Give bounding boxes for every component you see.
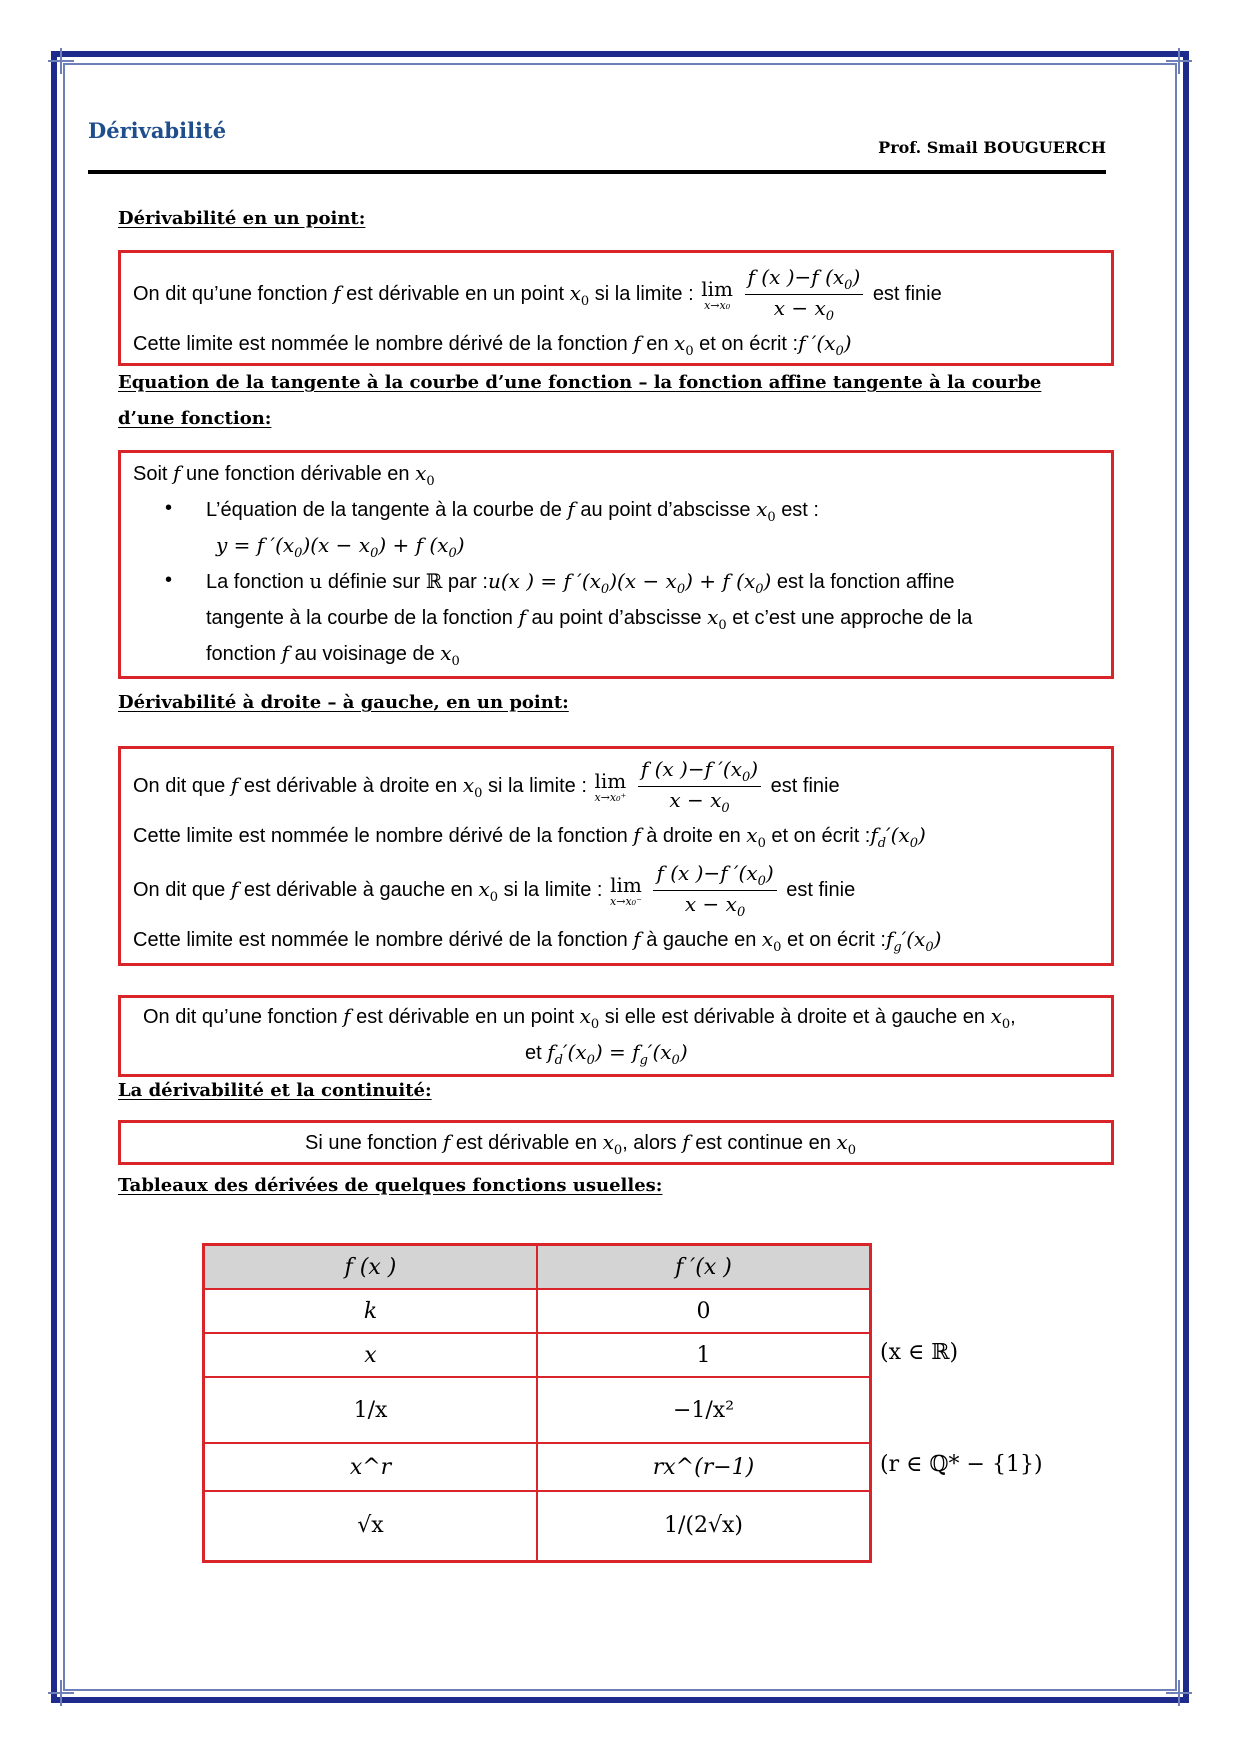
heading-derivability-point: Dérivabilité en un point: [118, 208, 366, 229]
column-header-function: f (x ) [204, 1245, 538, 1290]
heading-left-right-derivability: Dérivabilité à droite – à gauche, en un point: [118, 692, 569, 713]
tangent-equation: y = f $'(x_0)(x - x_0) + f$ $(x_0)$ [216, 533, 465, 561]
definition-line: Cette limite est nommée le nombre dérivé de la fonction f en $x_0$ et on écrit :f $'(x_0)$ [133, 331, 852, 359]
limit-expression: lim x→x₀ [701, 276, 733, 312]
table-row [204, 1333, 871, 1377]
condition-r-rational: (r ∈ ℚ* − {1}) [880, 1452, 1043, 1477]
definition-box-derivability [118, 250, 1114, 366]
function-cell: √x [204, 1491, 538, 1561]
corner-ornament [1166, 1680, 1192, 1706]
column-header-derivative: f ′(x ) [537, 1245, 871, 1290]
derivatives-table [202, 1243, 872, 1563]
definition-box-one-sided [118, 746, 1114, 966]
table-row [204, 1443, 871, 1491]
theorem-line: On dit qu’une fonction f est dérivable en un point $x_0$ si elle est dérivable à droite et à gauche en $x_0$, [143, 1004, 1016, 1032]
heading-tangent-line-cont: d’une fonction: [118, 408, 272, 429]
derivative-cell: 1/(2√x) [537, 1491, 871, 1561]
author: Prof. Smail BOUGUERCH [878, 138, 1106, 157]
definition-line: fonction f au voisinage de $x_0$ [206, 641, 460, 669]
bullet-icon: • [165, 569, 173, 591]
definition-line: tangente à la courbe de la fonction f au point d’abscisse $x_0$ et c’est une approche de la [206, 605, 973, 633]
difference-quotient: $\frac{f (x )-f '(x_0)}{x - x_0}$ [653, 861, 776, 920]
definition-line: Cette limite est nommée le nombre dérivé de la fonction f à gauche en $x_0$ et on écrit $:f_g'(x_0)$ [133, 927, 942, 955]
table-row [204, 1491, 871, 1561]
definition-line: On dit que f est dérivable à droite en $x_0$ si la limite : lim x→x₀⁺ $\frac{f (x )-f '(x_0)}{x - x_0}$ est finie [133, 757, 840, 816]
header-rule [88, 170, 1106, 174]
limit-expression: lim x→x₀⁻ [610, 872, 642, 908]
difference-quotient: $\frac{f (x )-f (x_0)}{x - x_0}$ [745, 265, 864, 324]
definition-line: On dit qu’une fonction f est dérivable en un point $x_0$ si la limite : lim x→x₀ $\frac{f (x )-f (x_0)}{x - x_0}$ est finie [133, 265, 942, 324]
heading-continuity: La dérivabilité et la continuité: [118, 1080, 432, 1101]
table-header-row [204, 1245, 871, 1290]
table-row [204, 1377, 871, 1443]
derivative-cell: 1 [537, 1333, 871, 1377]
condition-x-real: (x ∈ ℝ) [880, 1340, 959, 1365]
derivative-cell: −1/x² [537, 1377, 871, 1443]
document-title: Dérivabilité [88, 118, 227, 143]
derivative-cell: rx^(r−1) [537, 1443, 871, 1491]
definition-line: Soit f une fonction dérivable en $x_0$ [133, 461, 435, 489]
difference-quotient: $\frac{f (x )-f '(x_0)}{x - x_0}$ [638, 757, 761, 816]
heading-derivative-table: Tableaux des dérivées de quelques fonctions usuelles: [118, 1175, 663, 1196]
definition-box-tangent [118, 450, 1114, 679]
corner-ornament [48, 48, 74, 74]
definition-line: On dit que f est dérivable à gauche en $x_0$ si la limite : lim x→x₀⁻ $\frac{f (x )-f '(x_0)}{x - x_0}$ est finie [133, 861, 856, 920]
function-cell: x [204, 1333, 538, 1377]
heading-tangent-line: Equation de la tangente à la courbe d’une fonction – la fonction affine tangente à la courbe [118, 372, 1042, 393]
table-row [204, 1289, 871, 1333]
function-cell: k [204, 1289, 538, 1333]
theorem-box-derivability [118, 995, 1114, 1077]
function-cell: x^r [204, 1443, 538, 1491]
limit-expression: lim x→x₀⁺ [594, 768, 627, 804]
definition-line: Cette limite est nommée le nombre dérivé de la fonction f à droite en $x_0$ et on écrit $:f_d'(x_0)$ [133, 823, 926, 851]
theorem-line: et $f_d'(x_0) = f_g'(x_0)$ [525, 1040, 688, 1068]
corner-ornament [1166, 48, 1192, 74]
derivative-cell: 0 [537, 1289, 871, 1333]
corner-ornament [48, 1680, 74, 1706]
definition-line: L’équation de la tangente à la courbe de f au point d’abscisse $x_0$ est : [206, 497, 819, 525]
bullet-icon: • [165, 497, 173, 519]
definition-line: La fonction u définie sur ℝ par :u(x ) = f $'(x_0)(x - x_0) + f$ $(x_0)$ est la fonction affine [206, 569, 955, 597]
function-cell: 1/x [204, 1377, 538, 1443]
theorem-box-continuity [118, 1120, 1114, 1165]
theorem-line: Si une fonction f est dérivable en $x_0$, alors f est continue en $x_0$ [305, 1130, 856, 1158]
